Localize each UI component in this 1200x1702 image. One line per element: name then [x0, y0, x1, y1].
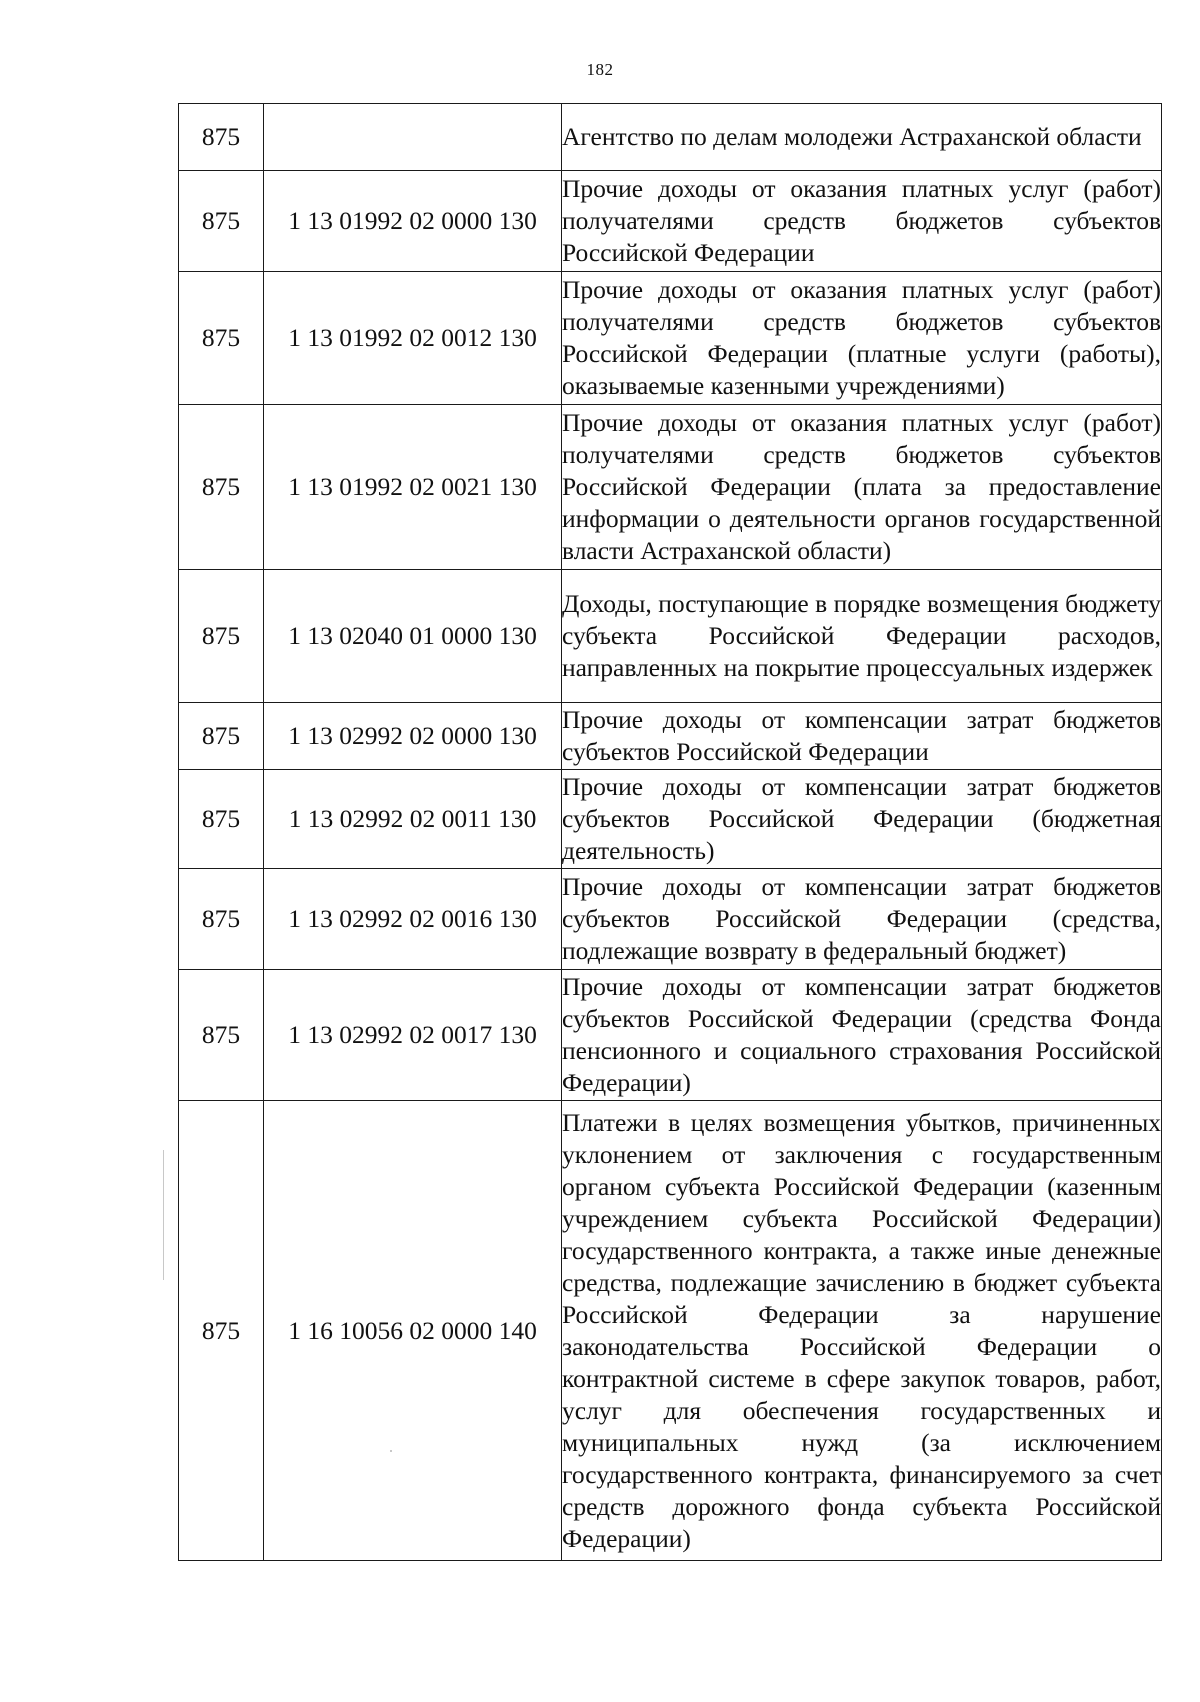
budget-code-cell: 1 13 02040 01 0000 130 — [264, 570, 562, 703]
budget-code-cell: 1 13 02992 02 0000 130 — [264, 703, 562, 770]
admin-code-cell: 875 — [179, 272, 264, 405]
admin-code-cell: 875 — [179, 770, 264, 869]
revenue-name-cell: Прочие доходы от компенсации затрат бюджетов субъектов Российской Федерации (средства Фонда пенсионного и социального страхования Российской Федерации) — [562, 970, 1162, 1101]
revenue-name-cell: Платежи в целях возмещения убытков, причиненных уклонением от заключения с государственным органом субъекта Российской Федерации (казенным учреждением субъекта Российской Федерации) государственного контракта, а также иные денежные средства, подлежащие зачислению в бюджет субъекта Российской Федерации за нарушение законодательства Российской Федерации о контрактной системе в сфере закупок товаров, работ, услуг для обеспечения государственных и муниципальных нужд (за исключением государственного контракта, финансируемого за счет средств дорожного фонда субъекта Российской Федерации) — [562, 1101, 1162, 1561]
revenue-codes-table-container — [178, 103, 1162, 1561]
budget-code-cell: 1 13 02992 02 0011 130 — [264, 770, 562, 869]
admin-code-cell: 875 — [179, 171, 264, 272]
revenue-name-cell: Доходы, поступающие в порядке возмещения бюджету субъекта Российской Федерации расходов, направленных на покрытие процессуальных издержек — [562, 570, 1162, 703]
revenue-name-cell: Прочие доходы от оказания платных услуг (работ) получателями средств бюджетов субъектов Российской Федерации (плата за предоставление информации о деятельности органов государственной власти Астраханской области) — [562, 405, 1162, 570]
revenue-name-cell: Прочие доходы от компенсации затрат бюджетов субъектов Российской Федерации — [562, 703, 1162, 770]
admin-code-cell: 875 — [179, 104, 264, 171]
budget-code-cell: 1 13 01992 02 0021 130 — [264, 405, 562, 570]
budget-code-cell: 1 13 02992 02 0016 130 — [264, 869, 562, 970]
admin-code-cell: 875 — [179, 570, 264, 703]
admin-code-cell: 875 — [179, 970, 264, 1101]
table-row — [179, 869, 1162, 970]
revenue-name-cell: Прочие доходы от компенсации затрат бюджетов субъектов Российской Федерации (бюджетная деятельность) — [562, 770, 1162, 869]
budget-code-cell: 1 16 10056 02 0000 140 — [264, 1101, 562, 1561]
budget-code-cell: 1 13 01992 02 0012 130 — [264, 272, 562, 405]
admin-code-cell: 875 — [179, 869, 264, 970]
page-number: 182 — [586, 60, 614, 79]
scan-artifact-line — [163, 1150, 164, 1280]
admin-code-cell: 875 — [179, 703, 264, 770]
table-row — [179, 570, 1162, 703]
revenue-codes-table — [178, 103, 1162, 1561]
table-row — [179, 171, 1162, 272]
admin-code-cell: 875 — [179, 1101, 264, 1561]
table-row — [179, 703, 1162, 770]
table-row — [179, 272, 1162, 405]
table-row — [179, 970, 1162, 1101]
revenue-name-cell: Прочие доходы от компенсации затрат бюджетов субъектов Российской Федерации (средства, подлежащие возврату в федеральный бюджет) — [562, 869, 1162, 970]
table-row — [179, 770, 1162, 869]
revenue-name-cell: Прочие доходы от оказания платных услуг (работ) получателями средств бюджетов субъектов Российской Федерации — [562, 171, 1162, 272]
budget-code-cell — [264, 104, 562, 171]
table-row — [179, 405, 1162, 570]
budget-code-cell: 1 13 02992 02 0017 130 — [264, 970, 562, 1101]
table-row — [179, 104, 1162, 171]
admin-code-cell: 875 — [179, 405, 264, 570]
revenue-name-cell: Прочие доходы от оказания платных услуг (работ) получателями средств бюджетов субъектов Российской Федерации (платные услуги (работы), оказываемые казенными учреждениями) — [562, 272, 1162, 405]
revenue-name-cell: Агентство по делам молодежи Астраханской области — [562, 104, 1162, 171]
budget-code-cell: 1 13 01992 02 0000 130 — [264, 171, 562, 272]
table-row — [179, 1101, 1162, 1561]
